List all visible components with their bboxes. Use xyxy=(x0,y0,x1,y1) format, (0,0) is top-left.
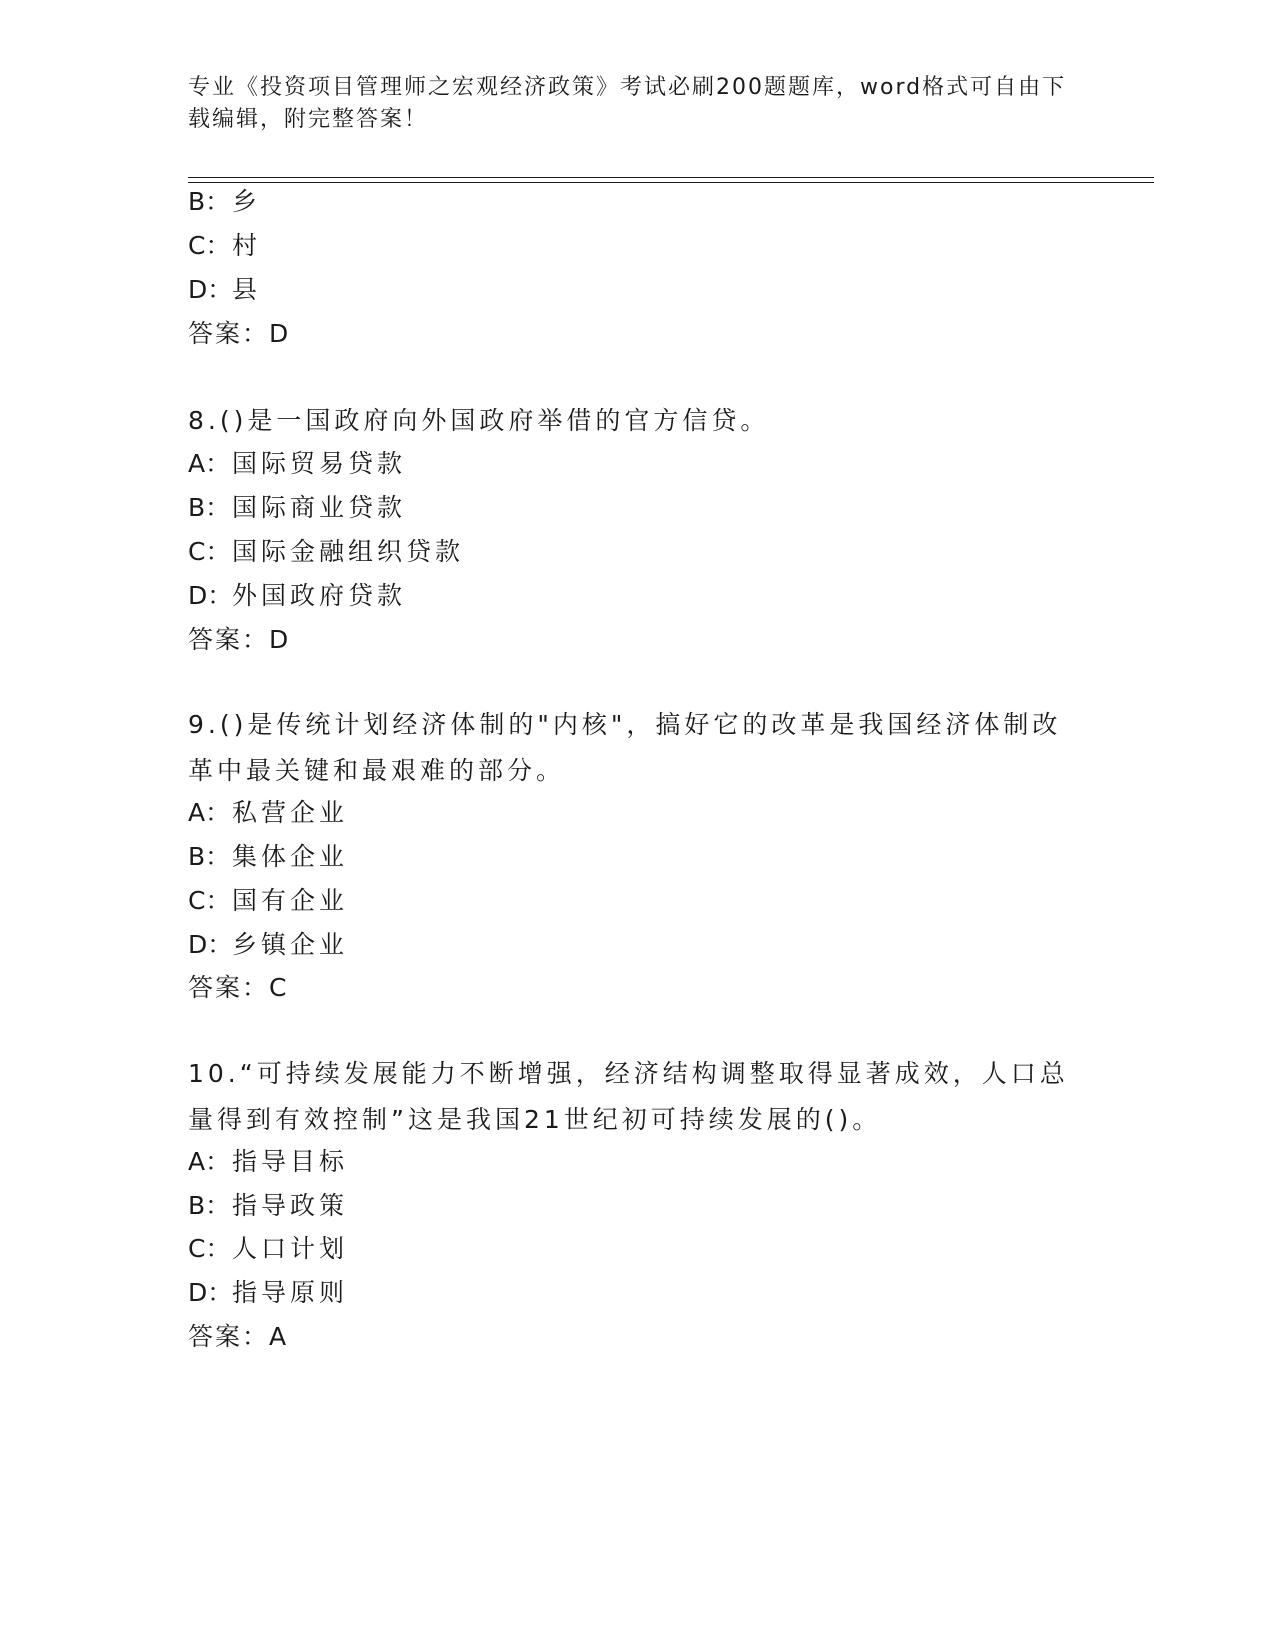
option-text: 指导政策 xyxy=(232,1191,349,1220)
option-key: C： xyxy=(188,1234,231,1263)
option-item xyxy=(188,1277,348,1309)
question-text: 9.()是传统计划经济体制的"内核"，搞好它的改革是我国经济体制改革中最关键和最艰难的部分。 xyxy=(188,710,1062,785)
answer-line: 答案：A xyxy=(188,1322,289,1351)
option-item xyxy=(188,448,406,480)
option-key: D： xyxy=(188,1278,233,1307)
option-key: B： xyxy=(188,1191,231,1220)
option-item xyxy=(188,536,464,568)
answer-line: 答案：D xyxy=(188,625,291,654)
option-key: B： xyxy=(188,187,231,216)
option-item xyxy=(188,1190,348,1222)
option-item xyxy=(188,929,348,961)
option-key: D： xyxy=(188,275,233,304)
option-key: A： xyxy=(188,798,231,827)
option-text: 乡镇企业 xyxy=(232,930,349,959)
option-text: 国际贸易贷款 xyxy=(232,449,407,478)
question-text: 8.()是一国政府向外国政府举借的官方信贷。 xyxy=(188,406,770,435)
answer-line: 答案：C xyxy=(188,973,289,1002)
header-text: 专业《投资项目管理师之宏观经济政策》考试必刷200题题库，word格式可自由下载编辑，附完整答案！ xyxy=(188,75,1067,132)
option-text: 国际商业贷款 xyxy=(232,493,407,522)
option-item xyxy=(188,580,406,612)
option-item xyxy=(188,841,348,873)
option-text: 私营企业 xyxy=(232,798,349,827)
option-item xyxy=(188,492,406,524)
option-key: C： xyxy=(188,886,231,915)
option-item xyxy=(188,1233,348,1265)
option-key: B： xyxy=(188,842,231,871)
option-item xyxy=(188,186,261,218)
option-key: C： xyxy=(188,537,231,566)
option-text: 县 xyxy=(232,275,262,304)
option-text: 国际金融组织贷款 xyxy=(232,537,465,566)
option-key: A： xyxy=(188,1147,231,1176)
option-key: C： xyxy=(188,231,231,260)
option-text: 国有企业 xyxy=(232,886,349,915)
header-divider-bottom xyxy=(188,182,1154,183)
option-text: 外国政府贷款 xyxy=(232,581,407,610)
option-text: 乡 xyxy=(232,187,262,216)
document-header xyxy=(188,72,1088,136)
option-item xyxy=(188,230,261,262)
option-key: D： xyxy=(188,581,233,610)
option-text: 村 xyxy=(232,231,262,260)
option-text: 人口计划 xyxy=(232,1234,349,1263)
option-key: A： xyxy=(188,449,231,478)
header-divider-top xyxy=(188,177,1154,178)
option-text: 指导原则 xyxy=(232,1278,349,1307)
option-item xyxy=(188,885,348,917)
option-text: 集体企业 xyxy=(232,842,349,871)
answer-line: 答案：D xyxy=(188,319,291,348)
question-text: 10.“可持续发展能力不断增强，经济结构调整取得显著成效，人口总量得到有效控制”这是我国21世纪初可持续发展的()。 xyxy=(188,1059,1069,1134)
option-item xyxy=(188,1146,348,1178)
option-key: B： xyxy=(188,493,231,522)
option-text: 指导目标 xyxy=(232,1147,349,1176)
option-item xyxy=(188,797,348,829)
option-item xyxy=(188,274,261,306)
option-key: D： xyxy=(188,930,233,959)
